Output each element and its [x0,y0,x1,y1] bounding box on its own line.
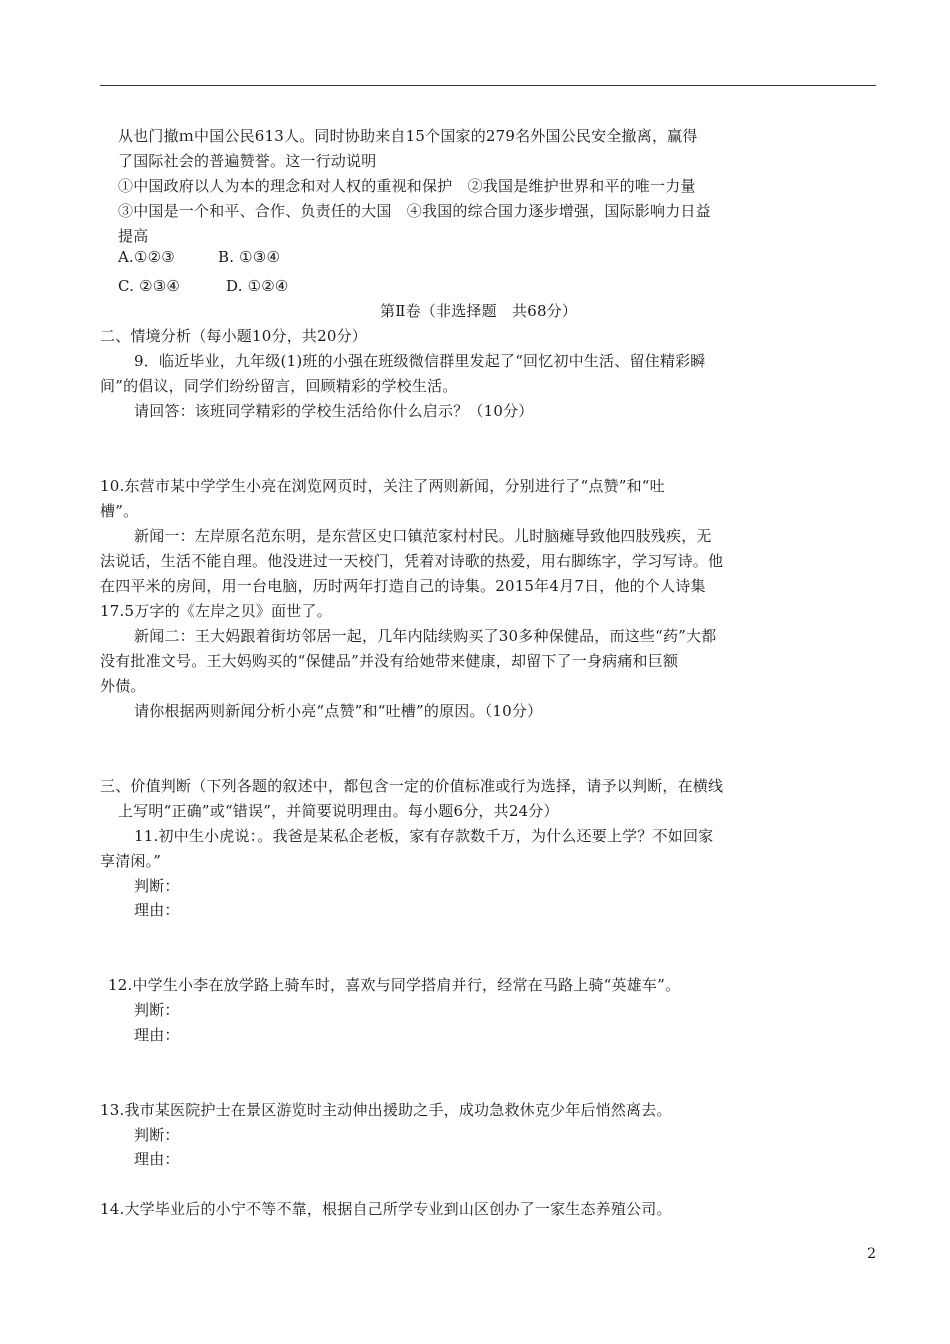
q9-line-1: 9．临近毕业，九年级(1)班的小强在班级微信群里发起了“回忆初中生活、留住精彩瞬 [134,352,706,370]
header-rule [100,85,876,86]
q10-news1-line-4: 17.5万字的《左岸之贝》面世了。 [100,602,332,620]
q8-line-1: 从也门撤ｍ中国公民613人。同时协助来自15个国家的279名外国公民安全撤离，赢得 [118,127,698,145]
q13-judge-label: 判断： [134,1126,180,1144]
q11-line-2: 享清闲。” [100,852,162,870]
q11-line-1: 11.初中生小虎说：。我爸是某私企老板，家有存款数千万，为什么还要上学？不如回家 [134,827,714,845]
q10-line-2: 槽”。 [100,502,139,520]
q10-news2-line-3: 外债。 [100,677,146,695]
q13-line-1: 13.我市某医院护士在景区游览时主动伸出援助之手，成功急救休克少年后悄然离去。 [100,1101,672,1119]
choice-d: D. ①②④ [226,277,289,295]
q11-reason-label: 理由： [134,901,180,919]
section3-title-line-2: 上写明“正确”或“错误”，并简要说明理由。每小题6分，共24分） [118,802,559,820]
section3-title-line-1: 三、价值判断（下列各题的叙述中，都包含一定的价值标准或行为选择，请予以判断，在横线 [100,777,724,795]
q10-news1-line-2: 法说话，生活不能自理。他没进过一天校门，凭着对诗歌的热爱，用右脚练字，学习写诗。他 [100,552,724,570]
q10-news2-line-1: 新闻二：王大妈跟着街坊邻居一起，几年内陆续购买了30多种保健品，而这些“药”大都 [134,627,717,645]
choice-b: B. ①③④ [218,248,281,266]
choice-c: C. ②③④ [118,277,181,295]
q12-reason-label: 理由： [134,1026,180,1044]
section2-title: 二、情境分析（每小题10分，共20分） [100,327,367,345]
part2-heading: 第Ⅱ卷（非选择题 共68分） [380,302,578,320]
q9-line-2: 间”的倡议，同学们纷纷留言，回顾精彩的学校生活。 [100,377,458,395]
choice-a: A.①②③ [118,248,175,266]
q8-option-line-1: ①中国政府以人为本的理念和对人权的重视和保护 ②我国是维护世界和平的唯一力量 [118,177,696,195]
q10-news1-line-1: 新闻一：左岸原名范东明，是东营区史口镇范家村村民。儿时脑瘫导致他四肢残疾，无 [134,527,712,545]
q8-option-line-3: 提高 [118,227,149,245]
q10-line-1: 10.东营市某中学学生小亮在浏览网页时，关注了两则新闻，分别进行了“点赞”和“吐 [100,477,665,495]
q10-news2-line-2: 没有批准文号。王大妈购买的“保健品”并没有给她带来健康，却留下了一身病痛和巨额 [100,652,679,670]
q12-judge-label: 判断： [134,1001,180,1019]
q11-judge-label: 判断： [134,877,180,895]
page-number: 2 [867,1246,876,1262]
q12-line-1: 12.中学生小李在放学路上骑车时，喜欢与同学搭肩并行，经常在马路上骑“英雄车”。 [108,976,681,994]
q13-reason-label: 理由： [134,1150,180,1168]
q8-option-line-2: ③中国是一个和平、合作、负责任的大国 ④我国的综合国力逐步增强，国际影响力日益 [118,202,711,220]
q8-line-2: 了国际社会的普遍赞誉。这一行动说明 [118,152,377,170]
q9-question: 请回答：该班同学精彩的学校生活给你什么启示？（10分） [134,402,534,420]
q14-line-1: 14.大学毕业后的小宁不等不靠，根据自己所学专业到山区创办了一家生态养殖公司。 [100,1200,672,1218]
q10-news1-line-3: 在四平米的房间，用一台电脑，历时两年打造自己的诗集。2015年4月7日，他的个人诗集 [100,577,706,595]
q10-question: 请你根据两则新闻分析小亮“点赞”和“吐槽”的原因。（10分） [134,702,543,720]
